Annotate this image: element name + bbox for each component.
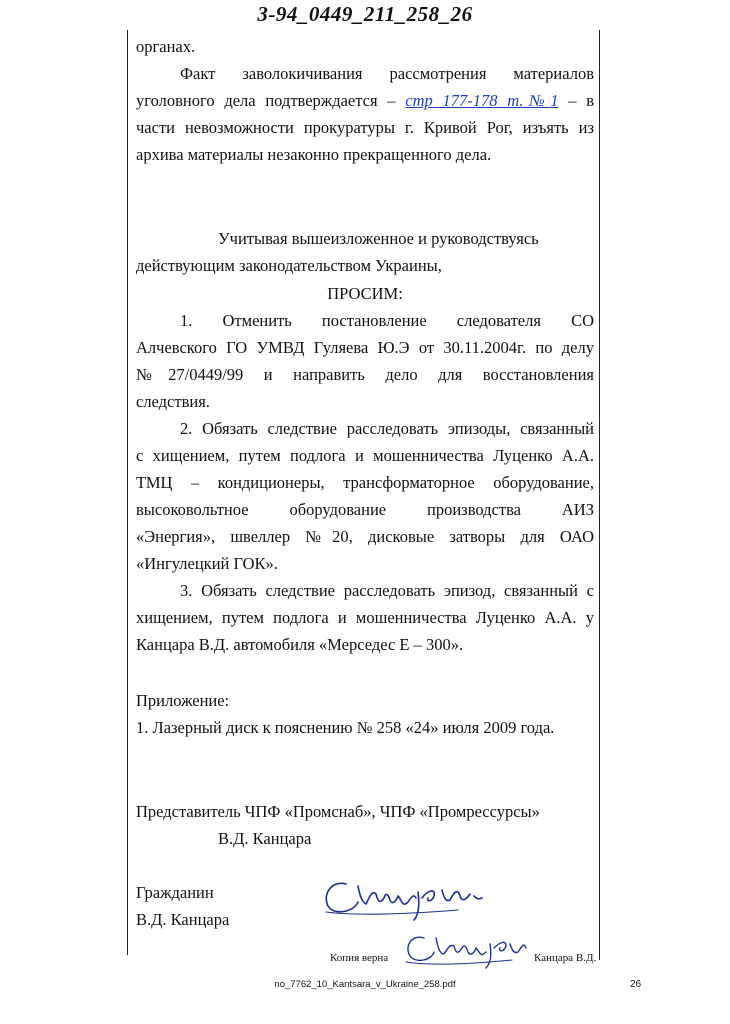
copy-signature — [402, 928, 532, 970]
citizen-label: Гражданин — [136, 883, 214, 902]
citizen-name: В.Д. Канцара — [136, 910, 230, 929]
paragraph-continuation: органах. — [136, 37, 196, 56]
attachment-title: Приложение: — [136, 691, 230, 710]
paragraph-delay-fact: Факт заволокичивания рассмотрения материалов уголовного дела подтверждается – стр 177-178 т.№1 – в части невозможности прокуратуры г. Кривой Рог, изъять из архива материалы незаконно прекращенного дела. — [136, 64, 594, 164]
request-heading: ПРОСИМ: — [327, 284, 403, 303]
footer-filename: no_7762_10_Kantsara_v_Ukraine_258.pdf — [274, 979, 456, 990]
left-margin-rule — [127, 30, 128, 955]
attachment-section — [136, 687, 594, 741]
representative-block — [136, 798, 594, 852]
attachment-item: 1. Лазерный диск к пояснению № 258 «24» июля 2009 года. — [136, 718, 555, 737]
citizen-signature — [318, 872, 503, 922]
representative-line: Представитель ЧПФ «Промснаб», ЧПФ «Промрессурсы» — [136, 802, 540, 821]
paragraph-considering: Учитывая вышеизложенное и руководствуясь действующим законодательством Украины, — [136, 229, 539, 275]
copy-signer-name: Канцара В.Д. — [534, 952, 597, 964]
footer-page-number: 26 — [630, 979, 642, 990]
request-item-2: 2. Обязать следствие расследовать эпизоды, связанный с хищением, путем подлога и мошенничества Луценко А.А. ТМЦ – кондиционеры, трансформаторное оборудование, высоковольтное оборудование производства АИЗ «Энергия», швеллер №20, дисковые затворы для ОАО «Ингулецкий ГОК». — [136, 419, 594, 573]
case-page-link[interactable]: стр 177-178 т.№1 — [405, 91, 559, 110]
document-number-header: 3-94_0449_211_258_26 — [257, 2, 473, 26]
request-item-3: 3. Обязать следствие расследовать эпизод, связанный с хищением, путем подлога и мошенничества Луценко А.А. у Канцара В.Д. автомобиля «Мерседес Е – 300». — [136, 581, 594, 654]
representative-name: В.Д. Канцара — [218, 829, 312, 848]
right-margin-rule — [599, 30, 600, 960]
request-item-1: 1. Отменить постановление следователя СО Алчевского ГО УМВД Гуляева Ю.Э от 30.11.2004г. по делу №27/0449/99 и направить дело для восстановления следствия. — [136, 311, 594, 411]
copy-certified-label: Копия верна — [330, 952, 389, 964]
